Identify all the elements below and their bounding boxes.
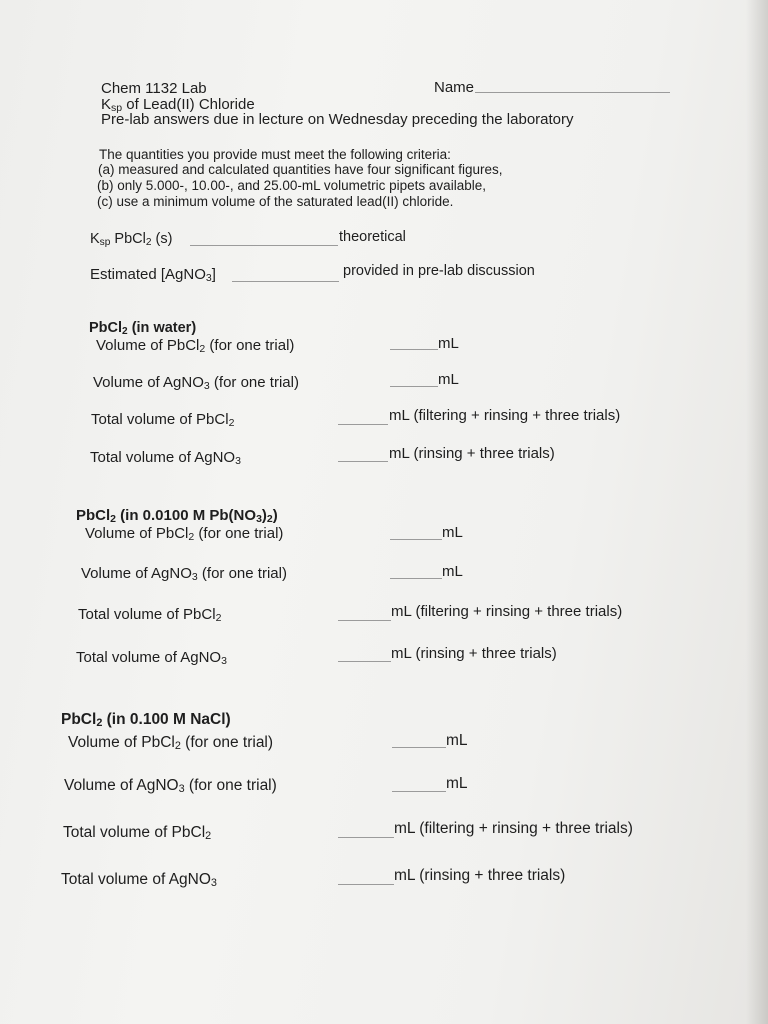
nacl-agno3-volume-label: Volume of AgNO$_3$ (for one trial)	[64, 777, 277, 795]
water-agno3-volume-label: Volume of AgNO$_3$ (for one trial)	[93, 374, 299, 392]
page-shadow-edge	[746, 0, 768, 1024]
pbno3-total-agno3-unit: mL (rinsing + three trials)	[391, 645, 557, 662]
section-nacl-title: PbCl$_2$ (in 0.100 M NaCl)	[61, 711, 231, 729]
pbno3-total-pbcl2-unit: mL (filtering + rinsing + three trials)	[391, 603, 623, 620]
criteria-b: (b) only 5.000-, 10.00-, and 25.00-mL volumetric pipets available,	[97, 178, 486, 193]
course-title: Chem 1132 Lab	[101, 80, 207, 97]
water-agno3-volume-blank[interactable]	[390, 386, 438, 387]
est-agno3-label: Estimated [AgNO$_3$]	[90, 266, 216, 284]
nacl-total-agno3-blank[interactable]	[338, 884, 394, 885]
water-total-pbcl2-blank[interactable]	[338, 424, 388, 425]
nacl-total-pbcl2-unit: mL (filtering + rinsing + three trials)	[394, 820, 633, 837]
est-agno3-note: provided in pre-lab discussion	[343, 263, 535, 279]
pbno3-total-agno3-label: Total volume of AgNO$_3$	[76, 649, 227, 667]
water-total-agno3-blank[interactable]	[338, 461, 388, 462]
pbno3-pbcl2-volume-blank[interactable]	[390, 539, 442, 540]
pbno3-total-agno3-blank[interactable]	[338, 661, 391, 662]
ksp-note: theoretical	[339, 229, 406, 245]
ksp-label: $K_{sp}$ PbCl$_2$ (s)	[90, 231, 173, 248]
ksp-blank[interactable]	[190, 245, 338, 246]
water-pbcl2-volume-blank[interactable]	[390, 349, 438, 350]
est-agno3-blank[interactable]	[232, 281, 339, 282]
nacl-total-agno3-label: Total volume of AgNO$_3$	[61, 871, 217, 889]
nacl-pbcl2-volume-label: Volume of PbCl$_2$ (for one trial)	[68, 734, 274, 752]
water-agno3-volume-unit: mL	[438, 371, 459, 388]
pbno3-total-pbcl2-label: Total volume of PbCl$_2$	[78, 606, 222, 624]
section-water-title: PbCl$_2$ (in water)	[89, 320, 197, 337]
pbno3-agno3-volume-blank[interactable]	[390, 578, 442, 579]
due-note: Pre-lab answers due in lecture on Wednesday preceding the laboratory	[101, 111, 574, 128]
pbno3-agno3-volume-label: Volume of AgNO$_3$ (for one trial)	[81, 565, 287, 583]
nacl-agno3-volume-unit: mL	[446, 775, 468, 792]
criteria-c: (c) use a minimum volume of the saturated lead(II) chloride.	[97, 194, 454, 209]
water-total-pbcl2-unit: mL (filtering + rinsing + three trials)	[389, 407, 621, 424]
pbno3-total-pbcl2-blank[interactable]	[338, 620, 391, 621]
nacl-agno3-volume-blank[interactable]	[392, 791, 446, 792]
water-pbcl2-volume-unit: mL	[438, 335, 459, 352]
water-pbcl2-volume-label: Volume of PbCl$_2$ (for one trial)	[96, 337, 295, 355]
nacl-pbcl2-volume-unit: mL	[446, 732, 468, 749]
water-total-pbcl2-label: Total volume of PbCl$_2$	[91, 411, 235, 429]
nacl-total-pbcl2-blank[interactable]	[338, 837, 394, 838]
criteria-intro: The quantities you provide must meet the following criteria:	[99, 147, 451, 162]
pbno3-agno3-volume-unit: mL	[442, 563, 463, 580]
section-pbno3-title: PbCl$_2$ (in 0.0100 M $Pb(NO_3)_2$)	[76, 507, 278, 525]
nacl-total-agno3-unit: mL (rinsing + three trials)	[394, 867, 566, 884]
pbno3-pbcl2-volume-unit: mL	[442, 524, 463, 541]
water-total-agno3-label: Total volume of AgNO$_3$	[90, 449, 241, 467]
water-total-agno3-unit: mL (rinsing + three trials)	[389, 445, 555, 462]
name-blank[interactable]	[475, 92, 670, 93]
pbno3-pbcl2-volume-label: Volume of PbCl$_2$ (for one trial)	[85, 525, 284, 543]
name-label: Name	[434, 79, 475, 96]
nacl-total-pbcl2-label: Total volume of PbCl$_2$	[63, 824, 212, 842]
nacl-pbcl2-volume-blank[interactable]	[392, 747, 446, 748]
criteria-a: (a) measured and calculated quantities have four significant figures,	[98, 162, 503, 177]
lab-title: $K_{sp}$ of Lead(II) Chloride	[101, 96, 255, 114]
